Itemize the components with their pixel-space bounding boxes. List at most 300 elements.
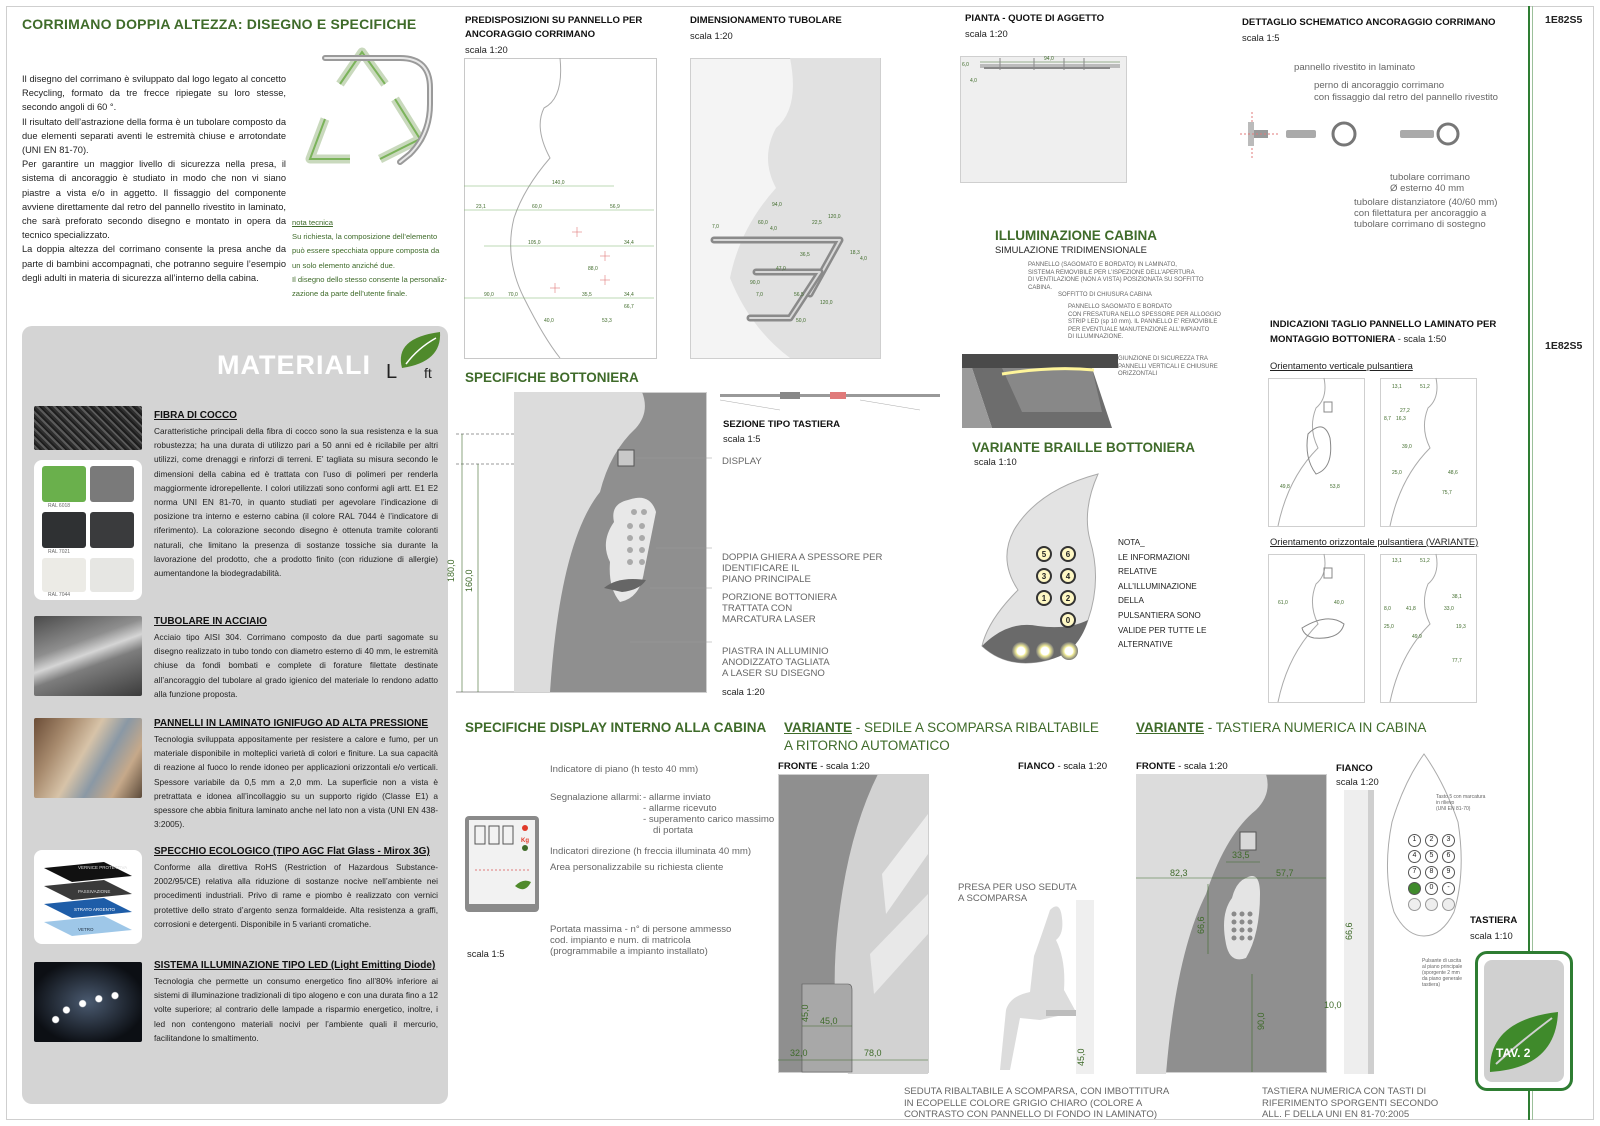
scale-label: scala 1:5 bbox=[723, 433, 761, 444]
tastiera-footer-note bbox=[1262, 1086, 1438, 1121]
material-text-laminate: Tecnologia sviluppata appositamente per resistere a calore e fumo, per un materiale disponibile in molteplici varietà di colori e finiture. La sua capacità di reazione al fuoco lo rende idoneo per applicazioni orizzontali e/o verticali. Spessore variabile da 0,5 mm a 2,0 mm. La superficie non a vista è pretrattata e idonea all’incollaggio su un supporto rigido (Classe E1) a spessore che abbia finitura laminato anche nel lato non a vista (UNI EN 438-3:2005). bbox=[154, 734, 438, 830]
dimension-label: 4,0 bbox=[770, 226, 777, 232]
dimension-label: 13,1 bbox=[1392, 558, 1402, 564]
dimension-label: 48,6 bbox=[1448, 470, 1458, 476]
lighting-note: PANNELLI VERTICALI E CHIUSURE bbox=[1118, 363, 1218, 370]
braille-note-line: PULSANTIERA SONO bbox=[1118, 610, 1201, 620]
material-title-mirror: SPECCHIO ECOLOGICO (TIPO AGC Flat Glass - Mirox 3G) bbox=[154, 846, 430, 857]
page-title: CORRIMANO DOPPIA ALTEZZA: DISEGNO E SPECIFICHE bbox=[22, 16, 417, 32]
ral-swatch-dark bbox=[42, 512, 86, 548]
dimension-label: 33,5 bbox=[1232, 850, 1250, 860]
dimension-label: 4,0 bbox=[970, 78, 977, 84]
seat-label: A SCOMPARSA bbox=[958, 893, 1028, 904]
seat-footer-note bbox=[904, 1086, 1169, 1121]
dimension-label: 90,0 bbox=[484, 292, 494, 298]
front-view-label bbox=[1136, 760, 1228, 774]
lighting-notes bbox=[1068, 304, 1238, 342]
dimension-label: 7,0 bbox=[756, 292, 763, 298]
orientation-horizontal-label: Orientamento orizzontale pulsantiera (VARIANTE) bbox=[1270, 536, 1479, 547]
dimension-label: 57,7 bbox=[1276, 868, 1294, 878]
keypad-key-label: 2 bbox=[1429, 836, 1434, 843]
keypad-key-label: 3 bbox=[1446, 836, 1451, 843]
scale-label: scala 1:10 bbox=[974, 456, 1017, 467]
brand-logo-text: ft bbox=[424, 365, 432, 381]
mirror-layers-diagram bbox=[34, 850, 142, 944]
dimension-label: 120,0 bbox=[820, 300, 833, 306]
dimension-label: 35,5 bbox=[582, 292, 592, 298]
dimension-label: 8,7 bbox=[1384, 416, 1391, 422]
keypad-key[interactable] bbox=[1408, 898, 1421, 911]
front-view-label bbox=[778, 760, 870, 774]
keypad-label: DOPPIA GHIERA A SPESSORE PER bbox=[722, 552, 883, 563]
dimension-label: 18,3 bbox=[850, 250, 860, 256]
intro-paragraph: La doppia altezza del corrimano consente la presa anche da parte di bambini accompagnati, che potranno seguire l’esempio degli adulti in materia di sicurezza all’interno della cabina. bbox=[22, 244, 286, 283]
material-text-coconut: Caratteristiche principali della fibra di cocco sono la sua resistenza e la sua robustezza; ha una durata di utilizzo pari a 50 anni ed è ricilabile per altri utilizzi, come drenaggi e rinforzi di terreni. E’ tagliata su misura secondo le dimensioni della cabina ed è trattata con l’uso di polimeri per renderla maggiormente idrorepellente. I colori utilizzati sono conformi agli artt. E1 E2 norma UNI EN 81-70, in quanto studiati per agevolare l’indicazione di posizione tra interno e esterno cabina (il colore RAL 7044 è l’indicatore di riferimento). La colorazione secondo disegno è ottenuta tramite coloranti naturali, che limitano la presenza di sostanze tossiche sia durante la lavorazione del prodotto, che a prodotto finito (con riduzione di allergie) aumentandone la biodegradabilità. bbox=[154, 426, 438, 579]
braille-key[interactable] bbox=[1060, 568, 1076, 584]
keypad-note-line: da piano generale bbox=[1422, 976, 1463, 982]
keypad-key[interactable] bbox=[1442, 834, 1455, 847]
braille-key[interactable] bbox=[1036, 546, 1052, 562]
seat-label: PRESA PER USO SEDUTA bbox=[958, 882, 1077, 893]
technical-note bbox=[292, 216, 448, 301]
lighting-note: CON FRESATURA NELLO SPESSORE PER ALLOGGIO bbox=[1068, 311, 1221, 318]
keypad-label: MARCATURA LASER bbox=[722, 614, 816, 625]
scale-label: scala 1:5 bbox=[1242, 32, 1280, 43]
section-title-tastiera bbox=[1136, 720, 1426, 735]
section-title-sedile bbox=[784, 720, 1124, 735]
dimension-label: 53,8 bbox=[1330, 484, 1340, 490]
dimension-label: 34,4 bbox=[624, 240, 634, 246]
side-view-label bbox=[1018, 760, 1107, 774]
display-label: - allarme inviato bbox=[643, 792, 711, 803]
detail-label: tubolare corrimano di sostegno bbox=[1354, 219, 1486, 230]
keypad-label: ANODIZZATO TAGLIATA bbox=[722, 657, 830, 668]
display-label: - superamento carico massimo bbox=[643, 814, 775, 825]
mirror-layer-label: PASSIVAZIONE bbox=[78, 889, 111, 894]
coconut-fibre-swatch bbox=[34, 406, 142, 450]
mirror-layer-label: VERNICE PROTETTIVA bbox=[78, 865, 128, 870]
brand-logo-text: L bbox=[386, 361, 398, 383]
lighting-note: PER EVENTUALE MANUTENZIONE ALL’IMPIANTO bbox=[1068, 326, 1210, 333]
keypad-key[interactable] bbox=[1442, 850, 1455, 863]
display-label: cod. impianto e num. di matricola bbox=[550, 935, 691, 946]
detail-label: tubolare corrimano bbox=[1390, 172, 1470, 183]
keypad-key[interactable] bbox=[1408, 866, 1421, 879]
note-line: Su richiesta, la composizione dell’elemento bbox=[292, 232, 438, 242]
section-title-sezione-tastiera: SEZIONE TIPO TASTIERA bbox=[723, 419, 841, 430]
front-label: FRONTE bbox=[778, 761, 818, 772]
dimension-label: 160,0 bbox=[464, 569, 474, 592]
ral-swatch-dark-2 bbox=[90, 512, 134, 548]
keypad-key[interactable] bbox=[1442, 882, 1455, 895]
intro-paragraph: Il disegno del corrimano è sviluppato dal logo legato al concetto Recycling, formato da tre frecce ripiegate su loro stesse, secondo angoli di 60 °. bbox=[22, 74, 286, 113]
lighting-note: ORIZZONTALI bbox=[1118, 371, 1158, 378]
material-title-coconut: FIBRA DI COCCO bbox=[154, 410, 237, 421]
tastiera-footer-line: ALL. F DELLA UNI EN 81-70:2005 bbox=[1262, 1109, 1410, 1121]
drawing-pianta bbox=[960, 56, 1128, 184]
dimension-label: 82,3 bbox=[1170, 868, 1188, 878]
display-label: Indicatori direzione (h freccia illuminata 40 mm) bbox=[550, 846, 752, 857]
braille-note-line: DELLA bbox=[1118, 596, 1144, 606]
braille-note-line: LE INFORMAZIONI bbox=[1118, 552, 1190, 562]
braille-key[interactable] bbox=[1036, 568, 1052, 584]
keypad-label: DISPLAY bbox=[722, 456, 762, 467]
braille-note bbox=[1118, 536, 1228, 653]
section-title-display: SPECIFICHE DISPLAY INTERNO ALLA CABINA bbox=[465, 720, 767, 735]
lighting-note: DI VENTILAZIONE (NON A VISTA) POSIZIONATA SU SOFFITTO CABINA. bbox=[1028, 277, 1204, 291]
tastiera-footer-line: TASTIERA NUMERICA CON TASTI DI bbox=[1262, 1086, 1427, 1097]
dimension-label: 38,1 bbox=[1452, 594, 1462, 600]
braille-key-label: 6 bbox=[1065, 550, 1071, 559]
keypad-key-label: - bbox=[1447, 884, 1450, 891]
note-line: zazione da parte dell’utente finale. bbox=[292, 289, 408, 299]
material-text-steel: Acciaio tipo AISI 304. Corrimano composto da due parti sagomate su disegno realizzato in tubo tondo con diametro esterno di 40 mm, le estremità chiuse da fondi bombati e complete di forature filettate destinate all’ancoraggio del tubolare al grado igienico del materiale lo rendono adatto alla funzione proposta. bbox=[154, 632, 438, 699]
keypad-key[interactable] bbox=[1425, 866, 1438, 879]
dimension-label: 8,0 bbox=[1384, 606, 1391, 612]
cabin-lighting-render bbox=[962, 352, 1118, 428]
keypad-key-label: 5 bbox=[1429, 852, 1434, 859]
drawing-sedile-side bbox=[980, 900, 1096, 1074]
lighting-note: SISTEMA REMOVIBILE PER L’ISPEZIONE DELL’APERTURA bbox=[1028, 269, 1195, 276]
keypad-key[interactable] bbox=[1408, 834, 1421, 847]
dimension-label: 78,0 bbox=[864, 1048, 882, 1058]
drawing-tastiera-side bbox=[1324, 790, 1378, 1074]
dimension-label: 33,0 bbox=[1444, 606, 1454, 612]
scale-label: - scala 1:20 bbox=[1057, 761, 1108, 772]
braille-note-line: NOTA_ bbox=[1118, 538, 1145, 547]
display-label: di portata bbox=[653, 825, 694, 836]
drawing-sedile-front bbox=[778, 774, 930, 1074]
braille-key-label: 2 bbox=[1065, 594, 1071, 603]
sedile-title-2 bbox=[784, 738, 950, 753]
scale-label: scala 1:20 bbox=[690, 30, 733, 41]
orientation-vertical-label: Orientamento verticale pulsantiera bbox=[1270, 360, 1413, 371]
detail-label: Ø esterno 40 mm bbox=[1390, 183, 1465, 194]
dimension-label: 77,7 bbox=[1452, 658, 1462, 664]
note-line: può essere specchiata oppure composta da bbox=[292, 246, 440, 256]
ral-swatch-card bbox=[34, 460, 142, 600]
glow-button[interactable] bbox=[1060, 642, 1078, 660]
dimension-label: 56,9 bbox=[610, 204, 620, 210]
keypad-note-line: Pulsante di uscita bbox=[1422, 958, 1462, 964]
section-title-pianta: PIANTA - QUOTE DI AGGETTO bbox=[965, 13, 1105, 24]
dimension-label: 39,0 bbox=[1402, 444, 1412, 450]
led-strip-photo bbox=[34, 962, 142, 1042]
scale-label: scala 1:20 bbox=[722, 686, 765, 697]
dimension-label: 66,6 bbox=[1344, 922, 1354, 940]
dimension-label: 66,6 bbox=[1196, 916, 1206, 934]
dimension-label: 60,0 bbox=[758, 220, 768, 226]
display-label: Segnalazione allarmi: bbox=[550, 792, 642, 803]
scale-label: - scala 1:50 bbox=[1397, 333, 1447, 344]
drawing-tastiera-front bbox=[1136, 774, 1328, 1074]
keypad-key[interactable] bbox=[1425, 834, 1438, 847]
scale-label: - scala 1:20 bbox=[1178, 761, 1228, 772]
lighting-note: PANNELLO SAGOMATO E BORDATO bbox=[1068, 304, 1172, 310]
seat-footer-line: IN ECOPELLE COLORE GRIGIO CHIARO (COLORE A bbox=[904, 1097, 1143, 1109]
lighting-note: DI ILLUMINAZIONE. bbox=[1068, 334, 1124, 341]
keypad-label: PIANO PRINCIPALE bbox=[722, 574, 811, 585]
detail-label: perno di ancoraggio corrimano bbox=[1314, 80, 1445, 91]
braille-note-line: RELATIVE bbox=[1118, 567, 1157, 577]
dimension-label: 16,3 bbox=[1396, 416, 1406, 422]
keypad-key-label: 1 bbox=[1412, 836, 1417, 843]
keypad-label: A LASER SU DISEGNO bbox=[722, 668, 825, 679]
dimension-label: 36,5 bbox=[800, 252, 810, 258]
dimension-label: 51,2 bbox=[1420, 384, 1430, 390]
dimension-label: 70,0 bbox=[508, 292, 518, 298]
dimension-label: 140,0 bbox=[552, 180, 565, 186]
braille-glow-buttons bbox=[1012, 642, 1082, 662]
keypad-note-line: (UNI EN 81-70) bbox=[1436, 806, 1471, 812]
scale-label: scala 1:10 bbox=[1470, 930, 1513, 941]
display-screen bbox=[469, 820, 535, 904]
dimension-label: 51,2 bbox=[1420, 558, 1430, 564]
dimension-label: 25,0 bbox=[1384, 624, 1394, 630]
keypad-key[interactable] bbox=[1425, 850, 1438, 863]
display-device bbox=[465, 816, 539, 912]
section-subtitle-illuminazione: SIMULAZIONE TRIDIMENSIONALE bbox=[995, 244, 1147, 255]
dimension-label: 94,0 bbox=[1044, 56, 1054, 62]
braille-key-label: 5 bbox=[1041, 550, 1047, 559]
scale-label: scala 1:5 bbox=[467, 948, 505, 959]
braille-key-label: 1 bbox=[1041, 594, 1047, 603]
display-label: Indicatore di piano (h testo 40 mm) bbox=[550, 764, 699, 775]
keypad-label: IDENTIFICARE IL bbox=[722, 563, 800, 574]
numeric-keypad bbox=[1408, 834, 1462, 914]
lighting-note: STRIP LED (sp 10 mm). IL PANNELLO E’ REMOVIBILE bbox=[1068, 319, 1218, 326]
dimension-label: 27,2 bbox=[1400, 408, 1410, 414]
section-title-predisposizioni: PREDISPOSIZIONI SU PANNELLO PER ANCORAGGIO CORRIMANO bbox=[465, 15, 643, 40]
braille-key[interactable] bbox=[1060, 590, 1076, 606]
keypad-note-line: Tasto 5 con marcatura bbox=[1436, 794, 1486, 800]
lighting-notes bbox=[1028, 262, 1228, 292]
dimension-label: 180,0 bbox=[446, 559, 456, 582]
display-icons bbox=[469, 820, 535, 904]
sheet-number-badge bbox=[1475, 951, 1573, 1091]
detail-label: pannello rivestito in laminato bbox=[1294, 62, 1416, 73]
scale-label: - scala 1:20 bbox=[820, 761, 870, 772]
leaft-logo-icon bbox=[384, 328, 448, 383]
braille-note-line: ALTERNATIVE bbox=[1118, 640, 1173, 650]
drawing-taglio-vertical bbox=[1268, 378, 1478, 528]
dimension-label: 45,0 bbox=[820, 1016, 838, 1026]
leaf-icon bbox=[1484, 960, 1564, 1082]
keypad-label: TRATTATA CON bbox=[722, 603, 793, 614]
dimension-label: 94,0 bbox=[772, 202, 782, 208]
display-label: - allarme ricevuto bbox=[643, 803, 717, 814]
keypad-note-line: tastiera) bbox=[1422, 982, 1441, 988]
dimension-label: 61,0 bbox=[1278, 600, 1288, 606]
laminate-samples-photo bbox=[34, 718, 142, 798]
dimension-label: 22,5 bbox=[812, 220, 822, 226]
keypad-key-label: 6 bbox=[1446, 852, 1451, 859]
display-label: (programmabile a impianto installato) bbox=[550, 946, 708, 957]
keypad-section-profile bbox=[720, 390, 940, 412]
braille-note-line: VALIDE PER TUTTE LE bbox=[1118, 625, 1207, 635]
mirror-layer-label: VETRO bbox=[78, 927, 94, 932]
seat-footer-line: SEDUTA RIBALTABILE A SCOMPARSA, CON IMBOTTITURA bbox=[904, 1086, 1170, 1097]
keypad-key[interactable] bbox=[1442, 866, 1455, 879]
section-title-dimensionamento: DIMENSIONAMENTO TUBOLARE bbox=[690, 15, 842, 26]
keypad-note-line: (sporgente 2 mm bbox=[1422, 970, 1460, 976]
section-title-braille: VARIANTE BRAILLE BOTTONIERA bbox=[972, 440, 1196, 455]
sheet-code: 1E82S5 bbox=[1545, 14, 1583, 26]
material-title-led: SISTEMA ILLUMINAZIONE TIPO LED (Light Emitting Diode) bbox=[154, 960, 436, 971]
keypad-note-line: in rilievo bbox=[1436, 800, 1455, 806]
dimension-label: 40,0 bbox=[1334, 600, 1344, 606]
braille-key-label: 0 bbox=[1065, 616, 1071, 625]
keypad-key[interactable] bbox=[1408, 850, 1421, 863]
keypad-key-label: 4 bbox=[1412, 852, 1417, 859]
intro-paragraph: Per garantire un maggior livello di sicurezza nella presa, il sistema di ancoraggio è studiato in modo che non vi siano piastre a vista e/o in aggetto. Il fissaggio del componente avviene direttamente dal retro del pannello rivestito in laminato, che sarà preforato secondo disegno e montato in opera da tecnico specializzato. bbox=[22, 159, 286, 241]
ral-swatch-light bbox=[42, 558, 86, 592]
side-view-label: FIANCO bbox=[1336, 763, 1373, 774]
dimension-label: 105,0 bbox=[528, 240, 541, 246]
keypad-key[interactable] bbox=[1425, 882, 1438, 895]
drawing-dettaglio bbox=[1240, 110, 1470, 160]
scale-label: scala 1:20 bbox=[965, 28, 1008, 39]
section-title-dettaglio: DETTAGLIO SCHEMATICO ANCORAGGIO CORRIMANO bbox=[1242, 17, 1496, 28]
keypad-key-label: 7 bbox=[1412, 868, 1417, 875]
material-title-laminate: PANNELLI IN LAMINATO IGNIFUGO AD ALTA PRESSIONE bbox=[154, 718, 429, 729]
dimension-label: 32,0 bbox=[790, 1048, 808, 1058]
intro-paragraph: Il risultato dell’astrazione della forma è un tubolare composto da due elementi separati aventi le estremità chiuse e arrotondate (UNI EN 81-70). bbox=[22, 116, 286, 156]
dimension-label: 34,4 bbox=[624, 292, 634, 298]
dimension-label: 90,0 bbox=[1256, 1012, 1266, 1030]
dimension-label: 49,9 bbox=[1412, 634, 1422, 640]
dimension-label: 19,3 bbox=[1456, 624, 1466, 630]
dimension-label: 45,0 bbox=[800, 1004, 810, 1022]
section-title-taglio: INDICAZIONI TAGLIO PANNELLO LAMINATO PER bbox=[1270, 319, 1497, 330]
detail-label: con fissaggio dal retro del pannello rivestito bbox=[1314, 92, 1498, 103]
materials-title: MATERIALI bbox=[217, 350, 371, 380]
braille-keys bbox=[1036, 546, 1086, 638]
dimension-label: 66,7 bbox=[624, 304, 634, 310]
keypad-key-label: 8 bbox=[1429, 868, 1434, 875]
drawing-dimensionamento bbox=[690, 58, 882, 360]
lighting-note: GIUNZIONE DI SICUREZZA TRA bbox=[1118, 356, 1208, 362]
dimension-label: 56,5 bbox=[794, 292, 804, 298]
drawing-taglio-horizontal bbox=[1268, 554, 1478, 704]
svg-text:Kg: Kg bbox=[521, 838, 529, 844]
section-title-taglio-2 bbox=[1270, 332, 1446, 347]
dimension-label: 6,0 bbox=[962, 62, 969, 68]
scale-label: scala 1:20 bbox=[465, 44, 508, 55]
dimension-label: 4,0 bbox=[860, 256, 867, 262]
display-label: Area personalizzabile su richiesta cliente bbox=[550, 862, 724, 873]
materials-panel bbox=[22, 326, 448, 1104]
ral-swatch-grey bbox=[90, 466, 134, 502]
braille-key[interactable] bbox=[1060, 612, 1076, 628]
dimension-label: 45,0 bbox=[1076, 1048, 1086, 1066]
keypad-small-note bbox=[1436, 794, 1496, 812]
tastiera-title: - TASTIERA NUMERICA IN CABINA bbox=[1207, 720, 1427, 735]
ral-label: RAL 7021 bbox=[48, 549, 71, 555]
dimension-label: 25,0 bbox=[1392, 470, 1402, 476]
keypad-key-label: 9 bbox=[1446, 868, 1451, 875]
keypad-small-note bbox=[1422, 958, 1482, 988]
tastiera-footer-line: RIFERIMENTO SPORGENTI SECONDO bbox=[1262, 1097, 1439, 1109]
braille-note-line: ALL’ILLUMINAZIONE bbox=[1118, 581, 1197, 591]
keypad-note-line: al piano principale bbox=[1422, 964, 1463, 970]
dimension-label: 120,0 bbox=[828, 214, 841, 220]
braille-key-label: 4 bbox=[1065, 572, 1071, 581]
ral-swatch-green bbox=[42, 466, 86, 502]
side-label: FIANCO bbox=[1018, 761, 1055, 772]
glow-button[interactable] bbox=[1012, 642, 1030, 660]
braille-key-label: 3 bbox=[1041, 572, 1047, 581]
ral-label: RAL 6018 bbox=[48, 503, 71, 509]
mirror-layer-label: STRATO ARGENTO bbox=[74, 907, 116, 912]
sheet-code: 1E82S5 bbox=[1545, 340, 1583, 352]
dimension-label: 40,0 bbox=[544, 318, 554, 324]
keypad-key[interactable] bbox=[1442, 898, 1455, 911]
lighting-note: SOFFITTO DI CHIUSURA CABINA bbox=[1058, 292, 1152, 298]
glow-button[interactable] bbox=[1036, 642, 1054, 660]
note-line: un solo elemento anziché due. bbox=[292, 260, 396, 270]
tastiera-label: TASTIERA bbox=[1470, 915, 1518, 926]
lighting-note: PANNELLO (SAGOMATO E BORDATO) IN LAMINATO, bbox=[1028, 262, 1177, 268]
detail-label: tubolare distanziatore (40/60 mm) bbox=[1354, 197, 1498, 208]
sedile-title-2-text: A RITORNO AUTOMATICO bbox=[784, 738, 950, 753]
keypad-label: PIASTRA IN ALLUMINIO bbox=[722, 646, 829, 657]
dimension-label: 53,3 bbox=[602, 318, 612, 324]
material-title-steel: TUBOLARE IN ACCIAIO bbox=[154, 616, 267, 627]
intro-text bbox=[22, 72, 286, 285]
seat-footer-line: CONTRASTO CON PANNELLO DI FONDO IN LAMINATO) bbox=[904, 1109, 1158, 1121]
keypad-label: PORZIONE BOTTONIERA bbox=[722, 592, 837, 603]
keypad-key[interactable] bbox=[1425, 898, 1438, 911]
dimension-label: 60,0 bbox=[532, 204, 542, 210]
ral-swatch-light-2 bbox=[90, 558, 134, 592]
material-text-mirror: Conforme alla direttiva RoHS (Restriction of Hazardous Substance-2002/95/CE) relativa alla riduzione di sostanze nocive nell’ambiente nei procedimenti industriali. Privo di rame e piombo è realizzato con vernici protettive dello strato d’argento senza formaldeide. Alta resistenza a graffi, corrosioni e detergenti. Disponibile in 5 varianti cromatiche. bbox=[154, 862, 438, 929]
recycling-handrail-icon bbox=[290, 44, 440, 174]
variant-tag: VARIANTE bbox=[784, 720, 853, 735]
dimension-label: 75,7 bbox=[1442, 490, 1452, 496]
display-label: Portata massima - n° di persone ammesso bbox=[550, 924, 732, 935]
steel-tube-photo bbox=[34, 616, 142, 696]
scale-label: scala 1:20 bbox=[1336, 776, 1379, 787]
section-title-illuminazione: ILLUMINAZIONE CABINA bbox=[995, 228, 1157, 243]
sedile-title-1: - SEDILE A SCOMPARSA RIBALTABILE bbox=[855, 720, 1099, 735]
material-text-led: Tecnologia che permette un consumo energetico fino all’80% inferiore ai sistemi di illuminazione tradizionali di tipo alogeno e con una durata fino a 12 volte superiore; al contrario delle lampade a risparmio energetico, inoltre, i led non contengono materiali nocivi per l’ambiente quali il mercurio, facilitandone lo smaltimento. bbox=[154, 976, 438, 1043]
dimension-label: 41,8 bbox=[1406, 606, 1416, 612]
dimension-label: 23,1 bbox=[476, 204, 486, 210]
drawing-bottoniera bbox=[446, 392, 710, 694]
dimension-label: 90,0 bbox=[750, 280, 760, 286]
sheet-number: TAV. 2 bbox=[1496, 1046, 1531, 1060]
section-title-bottoniera: SPECIFICHE BOTTONIERA bbox=[465, 370, 639, 385]
section-title-taglio-text: MONTAGGIO BOTTONIERA bbox=[1270, 334, 1396, 345]
dimension-label: 88,0 bbox=[588, 266, 598, 272]
dimension-label: 47,0 bbox=[776, 266, 786, 272]
braille-key[interactable] bbox=[1036, 590, 1052, 606]
dimension-label: 49,8 bbox=[1280, 484, 1290, 490]
dimension-label: 7,0 bbox=[712, 224, 719, 230]
ral-label: RAL 7044 bbox=[48, 592, 71, 598]
sheet-number-panel bbox=[1484, 960, 1564, 1082]
dimension-label: 50,0 bbox=[796, 318, 806, 324]
drawing-predisposizioni bbox=[464, 58, 658, 360]
variant-tag: VARIANTE bbox=[1136, 720, 1205, 735]
braille-key[interactable] bbox=[1060, 546, 1076, 562]
keypad-exit-key[interactable] bbox=[1408, 882, 1421, 895]
keypad-key-label: 0 bbox=[1429, 884, 1434, 891]
front-label: FRONTE bbox=[1136, 761, 1176, 772]
note-title: nota tecnica bbox=[292, 218, 333, 227]
note-line: Il disegno dello stesso consente la personaliz- bbox=[292, 274, 447, 284]
